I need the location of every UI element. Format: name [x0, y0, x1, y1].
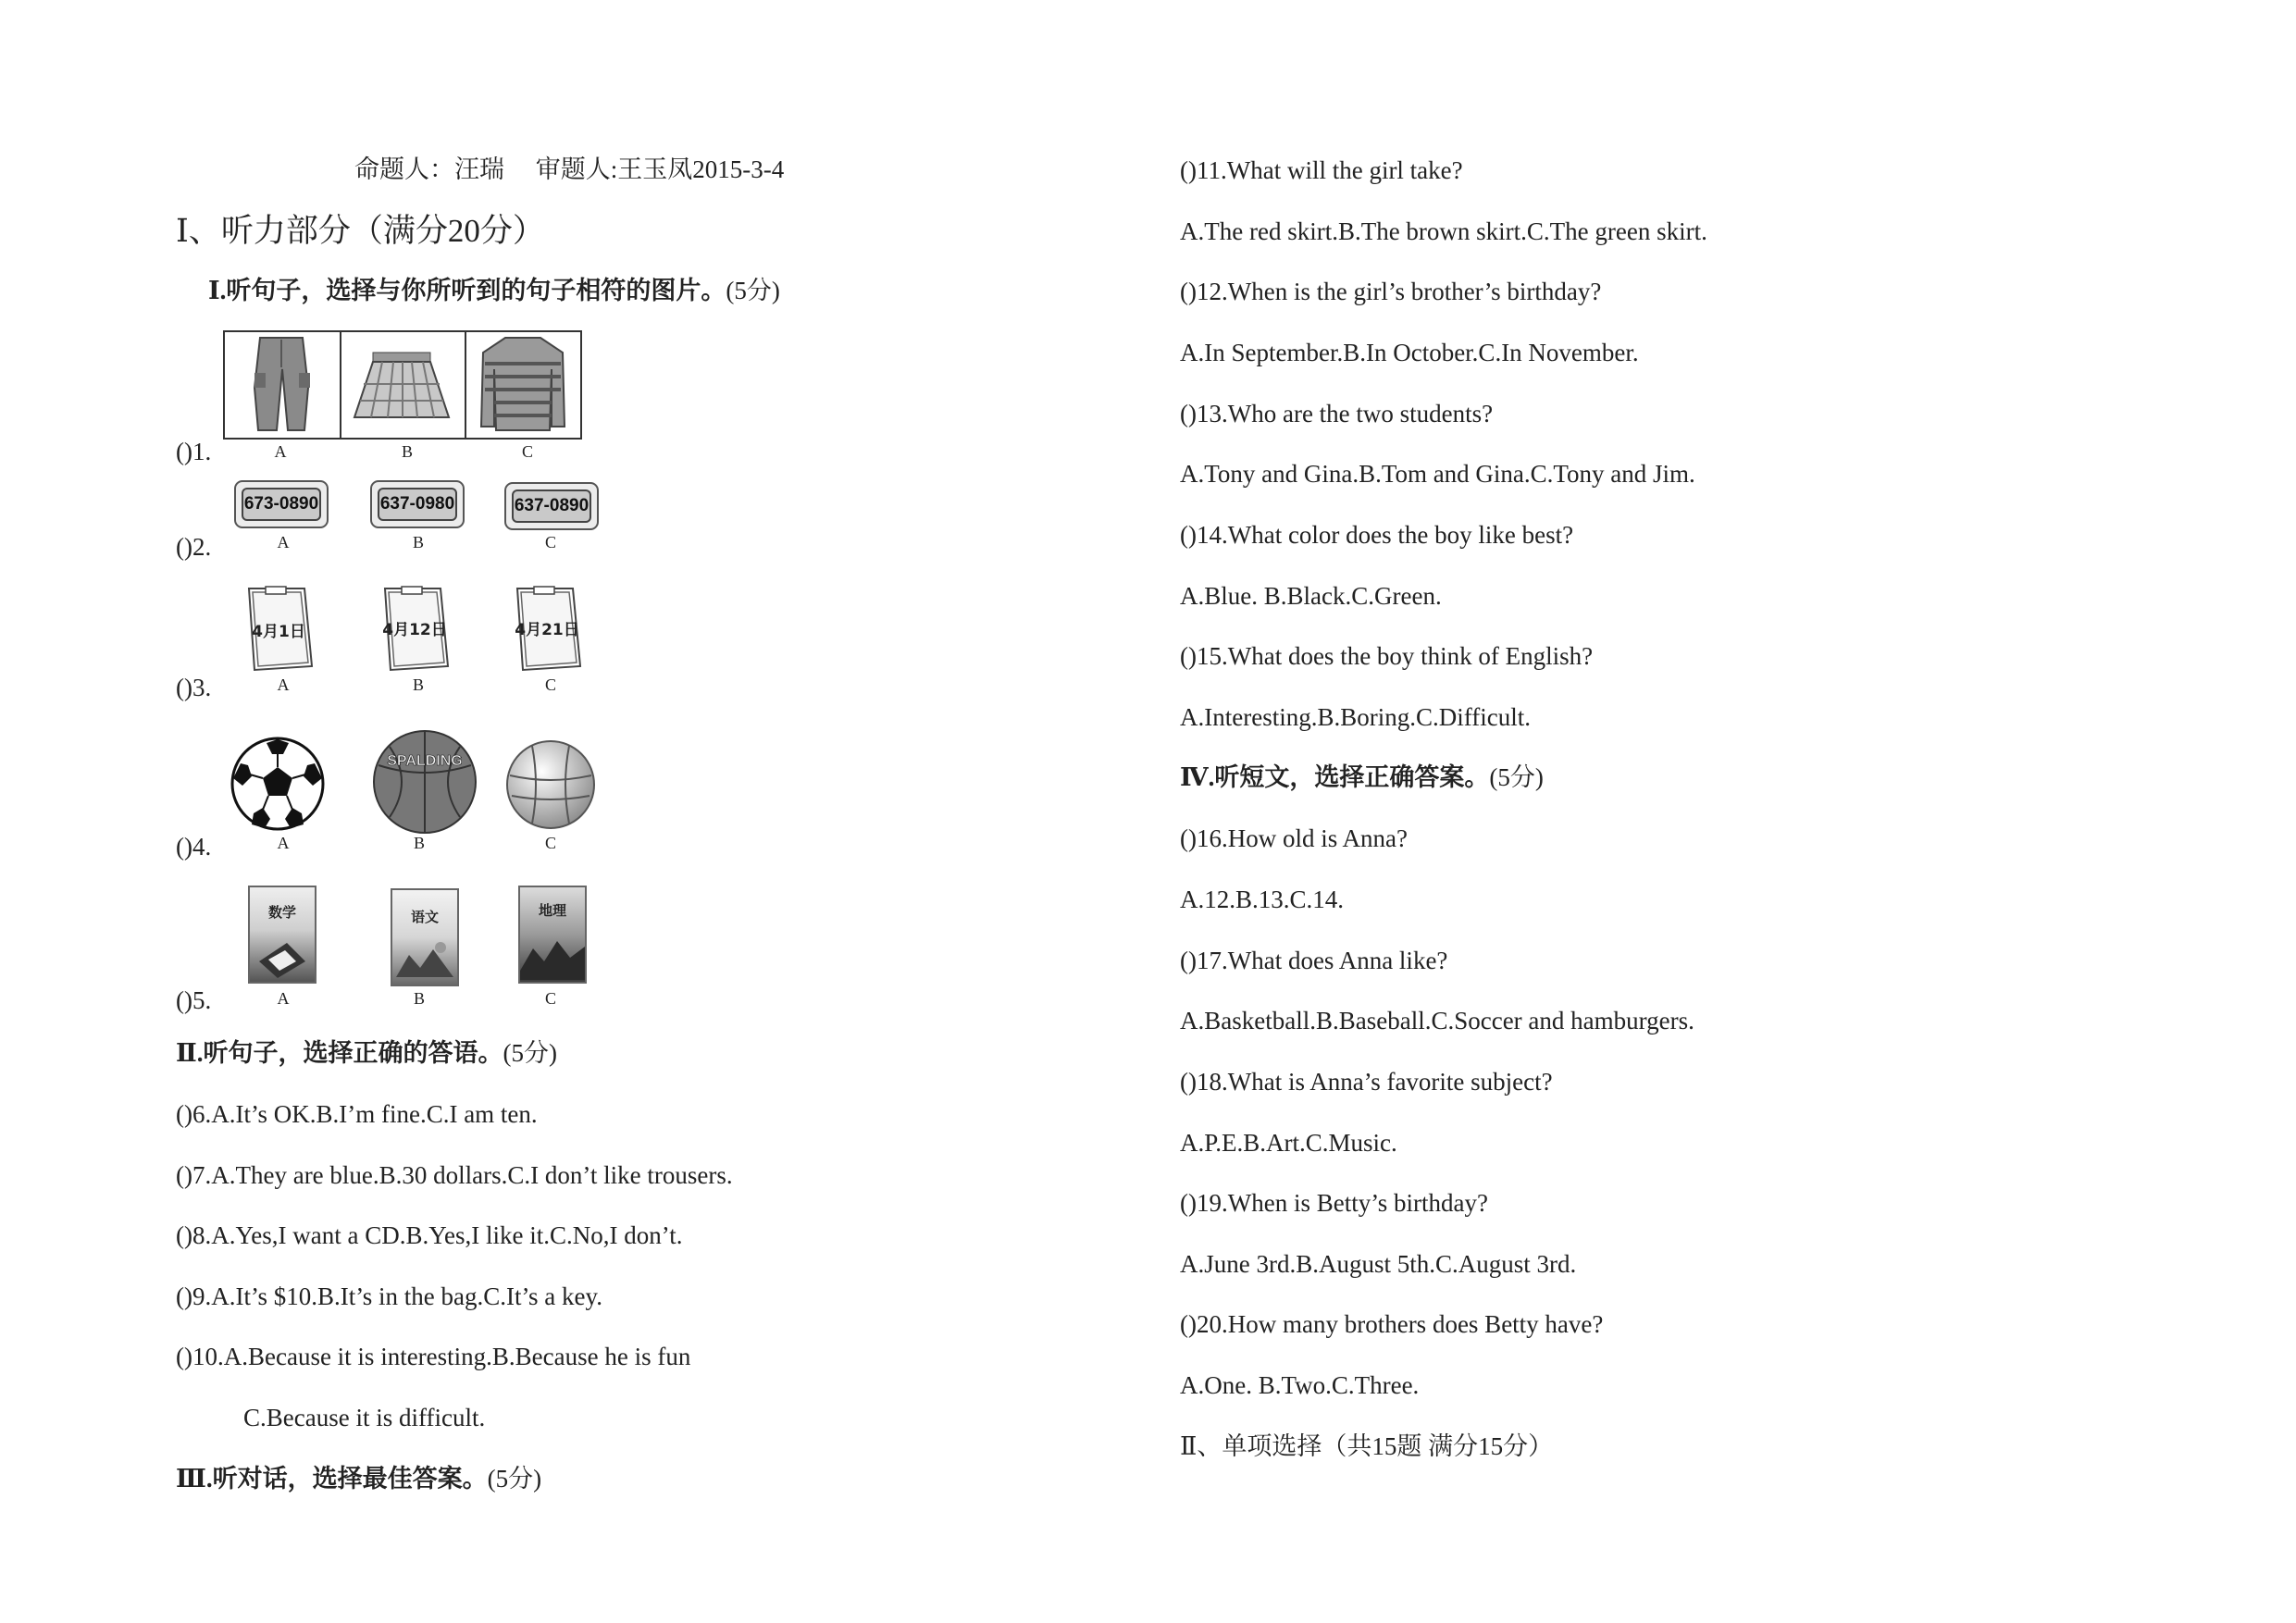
section1-score: (5分) [726, 277, 780, 304]
q5-label-a: A [277, 989, 290, 1008]
q1-option-b-cell [341, 332, 466, 438]
skirt-picture [341, 332, 463, 438]
q1-picture-table [223, 330, 582, 440]
basketball-picture [371, 728, 478, 836]
soccer-ball-picture [230, 736, 326, 832]
trousers-picture [225, 332, 338, 438]
q18-options-line: A.P.E.B.Art.C.Music. [1180, 1129, 1397, 1157]
book-cover-art [520, 934, 585, 980]
q2-phone-a [234, 480, 329, 528]
q16-options-line: A.12.B.13.C.14. [1180, 886, 1345, 913]
q3-number: ()3. [176, 674, 212, 701]
q13-options-line: A.Tony and Gina.B.Tom and Gina.C.Tony and Jim. [1180, 460, 1695, 488]
q1-option-c-cell [466, 332, 582, 438]
q17-line: ()17.What does Anna like? [1180, 947, 1448, 974]
q11-options-line: A.The red skirt.B.The brown skirt.C.The green skirt. [1180, 217, 1707, 245]
q9-line: ()9.A.It’s $10.B.It’s in the bag.C.It’s a key. [176, 1282, 602, 1310]
q14-options-line: A.Blue. B.Black.C.Green. [1180, 582, 1442, 610]
q1-label-c: C [521, 442, 533, 461]
q15-line: ()15.What does the boy think of English? [1180, 642, 1594, 670]
q20-line: ()20.How many brothers does Betty have? [1180, 1310, 1604, 1338]
q5-book-b [391, 888, 459, 986]
q3-calendar-a [243, 585, 317, 674]
q5-book-a [248, 886, 316, 984]
q2-phone-b-number: 637-0980 [378, 488, 457, 521]
q2-phone-a-number: 673-0890 [242, 488, 321, 521]
volleyball-picture [504, 738, 597, 831]
q18-line: ()18.What is Anna’s favorite subject? [1180, 1068, 1553, 1096]
q10-line: ()10.A.Because it is interesting.B.Because he is fun [176, 1343, 691, 1370]
section4-title: Ⅳ.听短文，选择正确答案。 [1180, 763, 1490, 791]
book-cover-art [392, 936, 457, 983]
q2-phone-c-number: 637-0890 [512, 489, 591, 523]
q3-label-b: B [412, 675, 424, 694]
q5-book-a-title: 数学 [267, 904, 296, 921]
q3-calendar-b-date: 4月12日 [382, 621, 447, 639]
section1-title: Ⅰ.听句子，选择与你所听到的句子相符的图片。 [208, 277, 726, 304]
q6-line: ()6.A.It’s OK.B.I’m fine.C.I am ten. [176, 1100, 538, 1128]
sweater-picture [466, 332, 580, 438]
q2-number: ()2. [176, 533, 212, 561]
section2-title: Ⅱ.听句子，选择正确的答语。 [176, 1039, 503, 1067]
q3-label-a: A [277, 675, 290, 694]
q5-book-c [518, 886, 587, 984]
q1-number: ()1. [176, 438, 212, 465]
q1-label-b: B [401, 442, 413, 461]
section4-heading [1180, 765, 1544, 790]
part1-title: Ⅰ、听力部分（满分20分） [176, 213, 545, 249]
q10-option-c-line: C.Because it is difficult. [243, 1404, 486, 1431]
section4-score: (5分) [1489, 763, 1544, 791]
q2-label-b: B [412, 533, 424, 551]
q2-label-c: C [544, 533, 556, 551]
basketball-brand-text: SPALDING [387, 753, 463, 769]
q2-phone-c [504, 482, 599, 530]
q5-label-c: C [544, 989, 556, 1008]
q12-options-line: A.In September.B.In October.C.In November. [1180, 339, 1639, 366]
q19-line: ()19.When is Betty’s birthday? [1180, 1189, 1488, 1217]
q4-number: ()4. [176, 833, 212, 861]
q1-option-a-cell [225, 332, 341, 438]
q5-book-c-title: 地理 [538, 902, 566, 919]
section3-score: (5分) [487, 1465, 542, 1493]
exam-author-line: 命题人：汪瑞 审题人:王玉凤2015-3-4 [354, 155, 785, 183]
q3-calendar-c-date: 4月21日 [515, 621, 579, 639]
section2-score: (5分) [503, 1039, 557, 1067]
q5-number: ()5. [176, 986, 212, 1014]
q11-line: ()11.What will the girl take? [1180, 156, 1463, 184]
q15-options-line: A.Interesting.B.Boring.C.Difficult. [1180, 703, 1531, 731]
section2-heading [176, 1041, 557, 1066]
section3-title: Ⅲ.听对话，选择最佳答案。 [176, 1465, 488, 1493]
q20-options-line: A.One. B.Two.C.Three. [1180, 1371, 1420, 1399]
q1-label-a: A [274, 442, 287, 461]
q16-line: ()16.How old is Anna? [1180, 824, 1408, 852]
q3-label-c: C [544, 675, 556, 694]
q2-phone-b [370, 480, 465, 528]
q8-line: ()8.A.Yes,I want a CD.B.Yes,I like it.C.No,I don’t. [176, 1221, 683, 1249]
q4-label-c: C [544, 834, 556, 852]
book-cover-art [250, 934, 315, 980]
section1-heading [208, 279, 780, 304]
q7-line: ()7.A.They are blue.B.30 dollars.C.I don’t like trousers. [176, 1161, 733, 1189]
q13-line: ()13.Who are the two students? [1180, 400, 1494, 427]
part2-title: Ⅱ、单项选择（共15题 满分15分） [1180, 1432, 1554, 1460]
q3-calendar-b [379, 585, 453, 674]
q14-line: ()14.What color does the boy like best? [1180, 521, 1574, 549]
q5-label-b: B [413, 989, 425, 1008]
q12-line: ()12.When is the girl’s brother’s birthday? [1180, 278, 1602, 305]
q4-label-b: B [413, 834, 425, 852]
q3-calendar-a-date: 4月1日 [252, 623, 305, 641]
q19-options-line: A.June 3rd.B.August 5th.C.August 3rd. [1180, 1250, 1577, 1278]
q2-label-a: A [277, 533, 290, 551]
q4-label-a: A [277, 834, 290, 852]
section3-heading [176, 1467, 541, 1492]
q5-book-b-title: 语文 [410, 909, 439, 925]
q3-calendar-c [512, 585, 586, 674]
q17-options-line: A.Basketball.B.Baseball.C.Soccer and hamburgers. [1180, 1007, 1694, 1035]
